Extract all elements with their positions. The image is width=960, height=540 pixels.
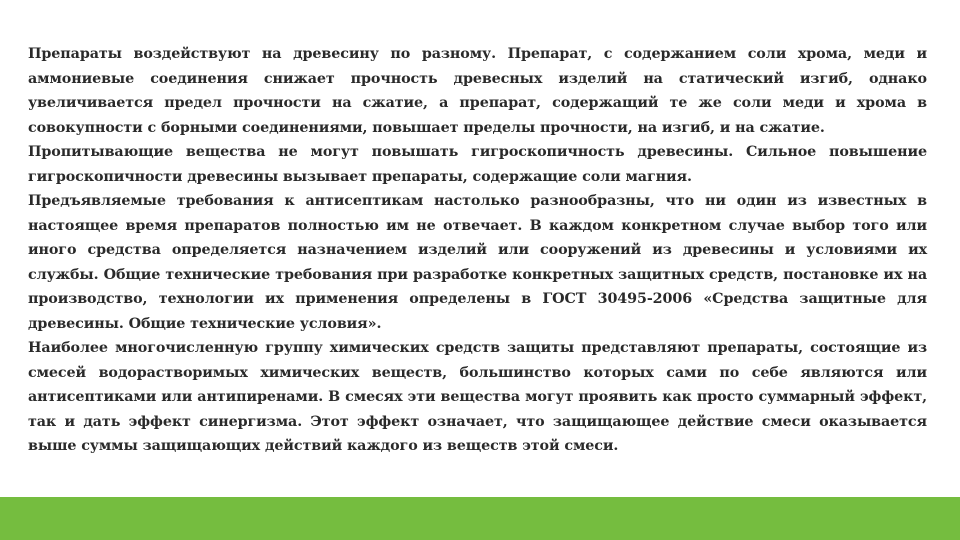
paragraph-3: Предъявляемые требования к антисептикам настолько разнообразны, что ни один из известных в настоящее время препаратов полностью им не отвечает. В каждом конкретном случае выбор того или иного средства определяется назначением изделий или сооружений из древесины и условиями их службы. Общие технические требования при разработке конкретных защитных средств, постановке их на производство, технологии их применения определены в ГОСТ 30495-2006 «Средства защитные для древесины. Общие технические условия». <box>28 193 927 332</box>
bottom-accent-bar <box>0 497 960 540</box>
paragraph-1: Препараты воздействуют на древесину по разному. Препарат, с содержанием соли хрома, меди и аммониевые соединения снижает прочность древесных изделий на статический изгиб, однако увеличивается предел прочности на сжатие, а препарат, содержащий те же соли меди и хрома в совокупности с борными соединениями, повышает пределы прочности, на изгиб, и на сжатие. <box>28 46 927 136</box>
paragraph-2: Пропитывающие вещества не могут повышать гигроскопичность древесины. Сильное повышение гигроскопичности древесины вызывает препараты, содержащие соли магния. <box>28 144 927 185</box>
paragraph-4: Наиболее многочисленную группу химических средств защиты представляют препараты, состоящие из смесей водорастворимых химических веществ, большинство которых сами по себе являются или антисептиками или антипиренами. В смесях эти вещества могут проявить как просто суммарный эффект, так и дать эффект синергизма. Этот эффект означает, что защищающее действие смеси оказывается выше суммы защищающих действий каждого из веществ этой смеси. <box>28 340 927 454</box>
body-text <box>28 42 927 459</box>
